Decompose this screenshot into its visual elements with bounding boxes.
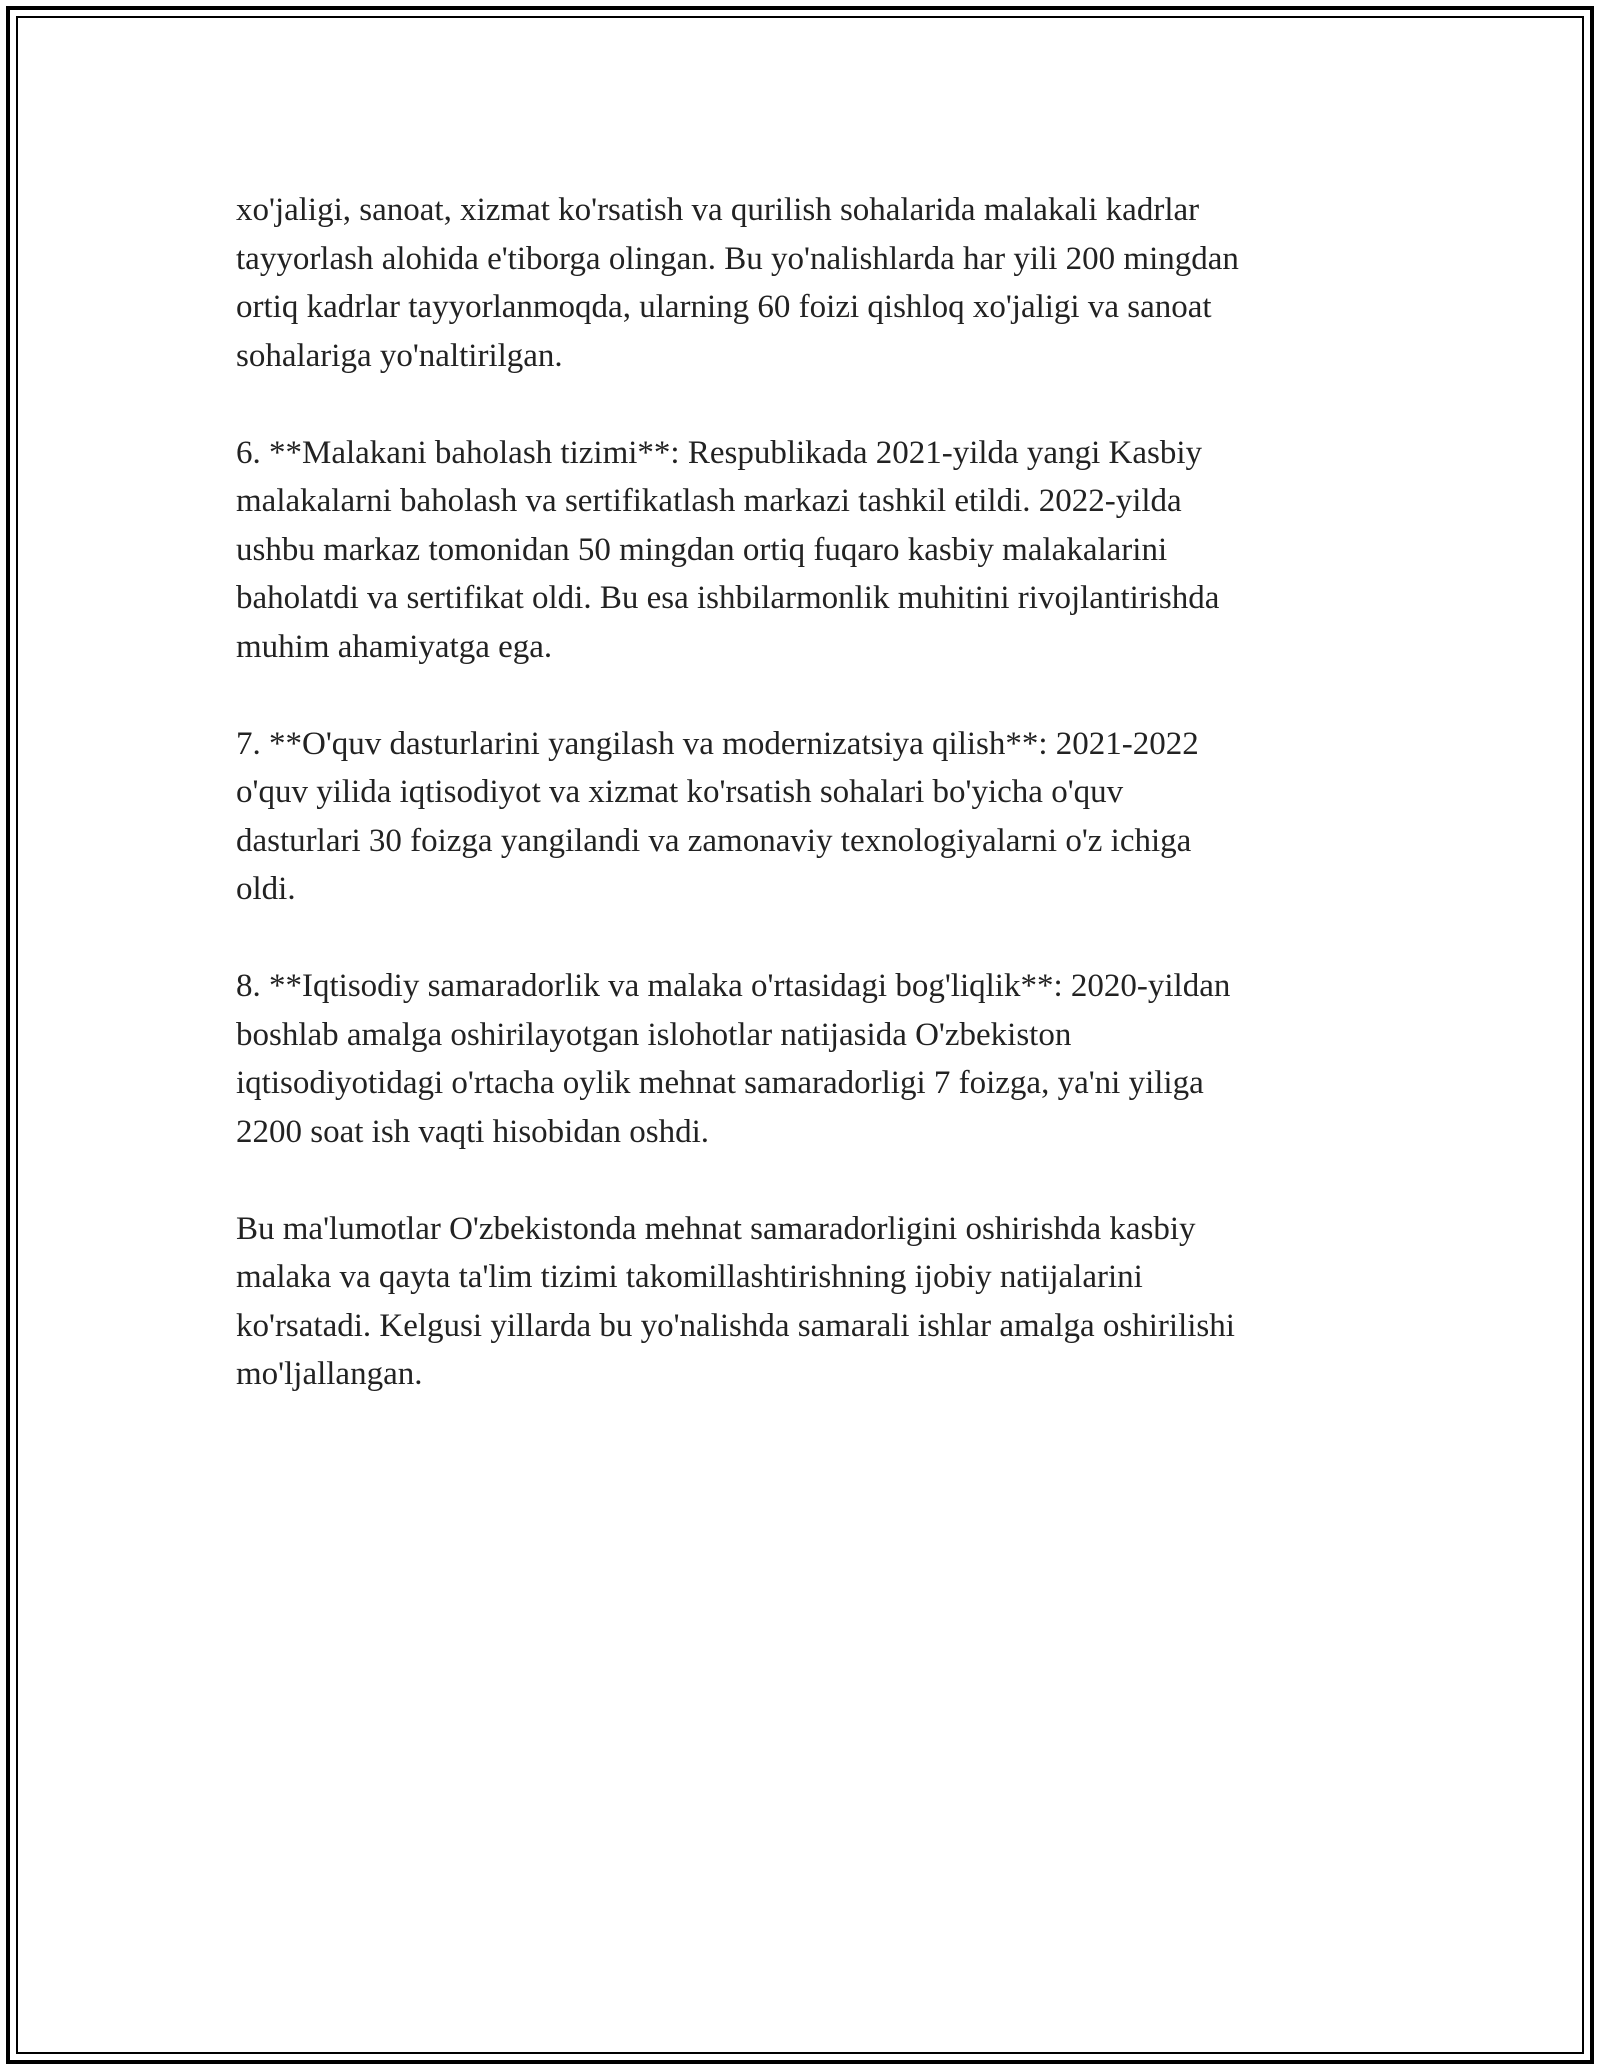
paragraph-item-8: 8. **Iqtisodiy samaradorlik va malaka o'rtasidagi bog'liqlik**: 2020-yildan boshlab amalga oshirilayotgan islohotlar natijasida O'zbekiston iqtisodiyotidagi o'rtacha oylik mehnat samaradorligi 7 foizga, ya'ni yiliga 2200 soat ish vaqti hisobidan oshdi. [236, 968, 1231, 1150]
paragraph-intro-continuation: xo'jaligi, sanoat, xizmat ko'rsatish va qurilish sohalarida malakali kadrlar tayyorlash alohida e'tiborga olingan. Bu yo'nalishlarda har yili 200 mingdan ortiq kadrlar tayyorlanmoqda, ularning 60 foizi qishloq xo'jaligi va sanoat sohalariga yo'naltirilgan. [236, 192, 1239, 374]
paragraph-conclusion: Bu ma'lumotlar O'zbekistonda mehnat samaradorligini oshirishda kasbiy malaka va qayta ta'lim tizimi takomillashtirishning ijobiy natijalarini ko'rsatadi. Kelgusi yillarda bu yo'nalishda samarali ishlar amalga oshirilishi mo'ljallangan. [236, 1210, 1235, 1392]
paragraph-item-7: 7. **O'quv dasturlarini yangilash va modernizatsiya qilish**: 2021-2022 o'quv yilida iqtisodiyot va xizmat ko'rsatish sohalari bo'yicha o'quv dasturlari 30 foizga yangilandi va zamonaviy texnologiyalarni o'z ichiga oldi. [236, 725, 1199, 907]
paragraph-item-6: 6. **Malakani baholash tizimi**: Respublikada 2021-yilda yangi Kasbiy malakalarni baholash va sertifikatlash markazi tashkil etildi. 2022-yilda ushbu markaz tomonidan 50 mingdan ortiq fuqaro kasbiy malakalarini baholatdi va sertifikat oldi. Bu esa ishbilarmonlik muhitini rivojlantirishda muhim ahamiyatga ega. [236, 434, 1220, 665]
document-body [236, 186, 1366, 1447]
